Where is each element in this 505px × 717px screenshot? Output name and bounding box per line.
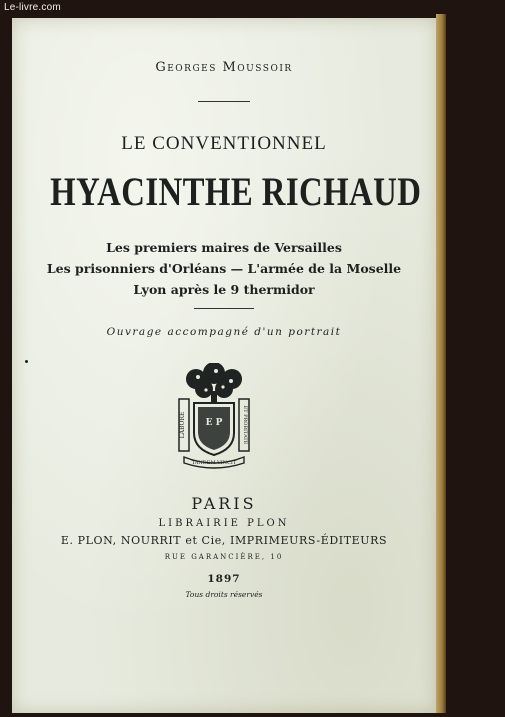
emblem-motto-right: ET PROBITATE	[242, 405, 248, 445]
subtitle-line-3: Lyon après le 9 thermidor	[133, 282, 315, 297]
title-prefix: LE CONVENTIONNEL	[121, 133, 327, 154]
author-name: Georges Moussoir	[155, 60, 293, 75]
subtitle-line-2: Les prisonniers d'Orléans — L'armée de la Moselle	[46, 261, 402, 276]
emblem-motto-left: LABORE	[179, 411, 186, 439]
rights-notice: Tous droits réservés	[185, 590, 263, 599]
divider-middle	[194, 308, 254, 309]
book-cover	[12, 18, 436, 713]
publication-year: 1897	[207, 573, 241, 585]
publication-city: PARIS	[191, 494, 257, 513]
watermark-text: Le-livre.com	[4, 2, 61, 13]
publisher-name: LIBRAIRIE PLON	[158, 518, 290, 529]
emblem-ribbon-text: TANDEM VINCIT	[191, 460, 237, 466]
printer-device-tree-emblem-icon	[176, 363, 252, 469]
emblem-initials: E P	[205, 418, 223, 428]
publisher-address: RUE GARANCIÈRE, 10	[164, 553, 284, 561]
subtitle-line-1: Les premiers maires de Versailles	[106, 240, 342, 255]
book-spine-edge	[436, 14, 446, 713]
ink-speck	[25, 360, 28, 363]
publisher-details: E. PLON, NOURRIT et Cie, IMPRIMEURS-ÉDITEURS	[60, 534, 388, 547]
divider-top	[198, 101, 250, 102]
portrait-note: Ouvrage accompagné d'un portrait	[106, 326, 342, 338]
book-title: HYACINTHE RICHAUD	[50, 169, 422, 214]
